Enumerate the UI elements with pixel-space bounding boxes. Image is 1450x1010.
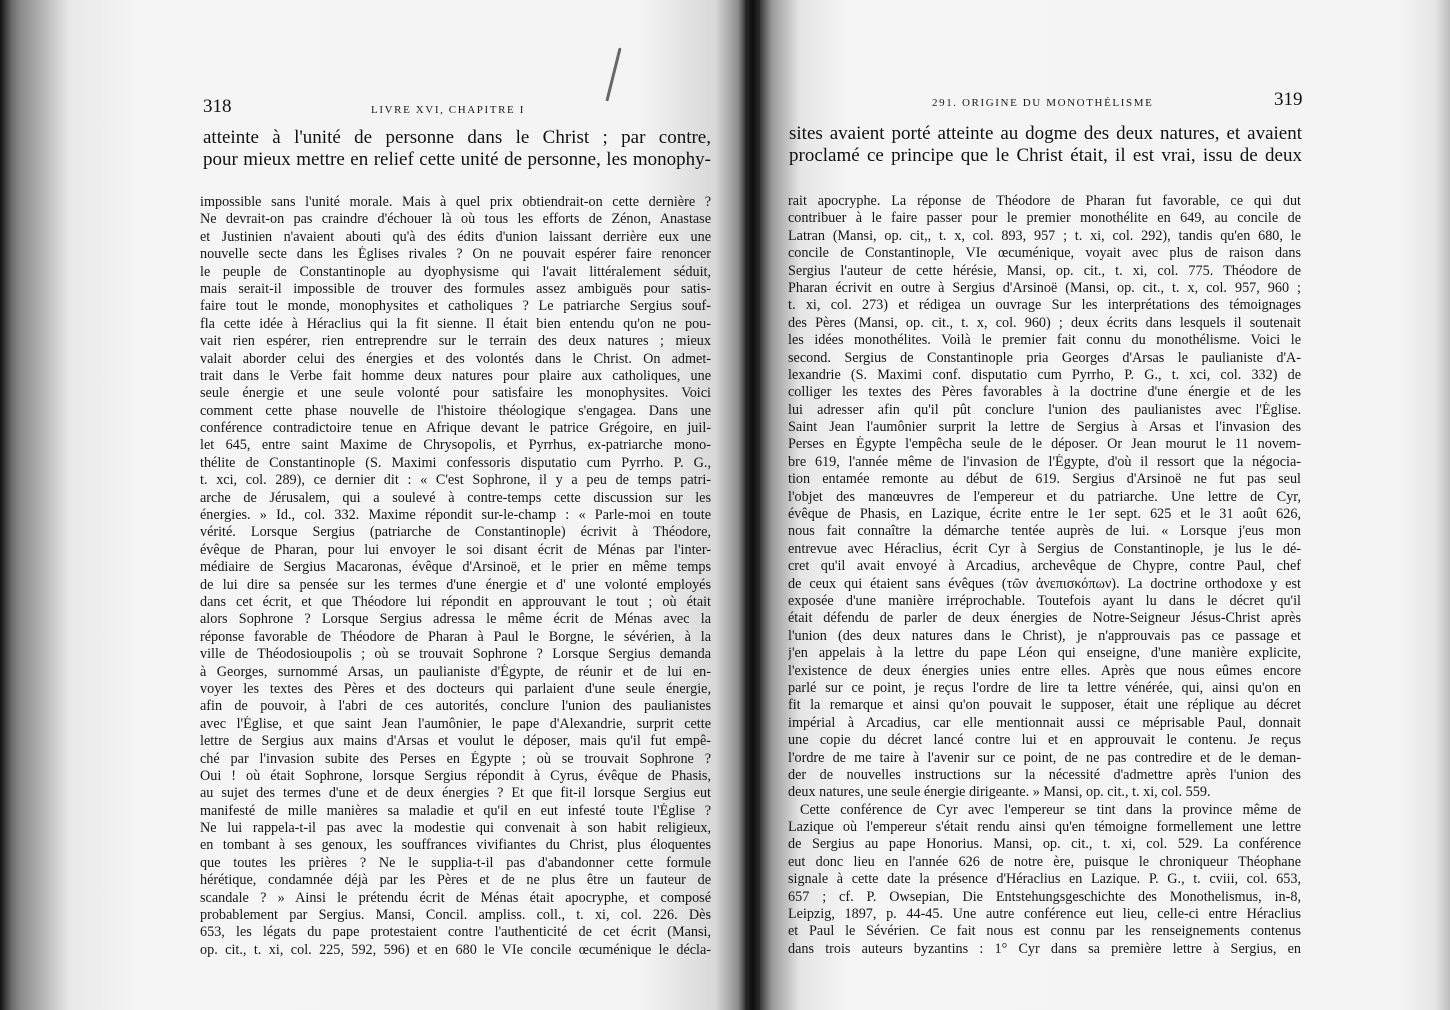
text-line: parlé sur ce point, je reçus l'ordre de lire ta lettre vénérée, qui, ainsi qu'on en (788, 679, 1301, 696)
text-line: afin de pouvoir, à l'abri de ces autorités, conclure l'union des paulianistes (200, 698, 711, 715)
text-line: l'ordre de me taire à l'avenir sur ce point, de ne pas contredire et de le deman- (788, 749, 1301, 766)
text-line: fit la remarque et ainsi qu'on pouvait le supposer, était une réplique au décret (788, 697, 1301, 714)
text-line: t. xi, col. 273) et rédigea un ouvrage Sur les interprétations des témoignages (788, 297, 1301, 314)
text-line: l'union (des deux natures dans le Christ), je n'approuvais pas ce passage et (788, 627, 1301, 644)
text-line: Pharan écrivit en outre à Sergius d'Arsinoë (Mansi, op. cit., t. x, col. 957, 960 ; (788, 279, 1301, 296)
text-line: impérial à Arcadius, car elle mentionnait aussi ce méprisable Paul, donnait (788, 714, 1301, 731)
text-line: vait rien espérer, rien entreprendre sur le terrain des deux natures ; mieux (200, 333, 711, 350)
text-line: let 645, entre saint Maxime de Chrysopolis, et Pyrrhus, ex-patriarche mono- (200, 437, 711, 454)
text-line: réponse favorable de Théodore de Pharan à Paul le Borgne, le sévérien, à la (200, 628, 711, 645)
text-line: énergies. » Id., col. 332. Maxime répondit sur-le-champ : « Parle-moi en toute (200, 507, 711, 524)
text-line: exposée d'une manière irréprochable. Toutefois ayant lu dans le décret qu'il (788, 592, 1301, 609)
book-edge (0, 0, 12, 1010)
text-line: hérétique, condamnée déjà par les Pères et de ne plus être un fauteur de (200, 872, 711, 889)
text-line: Lazique où l'empereur s'était rendu ainsi qu'en témoigne formellement une lettre (788, 819, 1301, 836)
text-line: t. xci, col. 289), ce dernier dit : « C'est Sophrone, il y a peu de temps patri- (200, 472, 711, 489)
body-text (788, 193, 1301, 958)
text-line: lexandrie (S. Maximi conf. disputatio cum Pyrrho, P. G., t. xci, col. 332) de (788, 366, 1301, 383)
text-line: que toutes les prières ? Ne le supplia-t-il pas d'abandonner cette formule (200, 854, 711, 871)
text-line: en tombant à ses genoux, les souffrances vivifiantes du Christ, plus éloquentes (200, 837, 711, 854)
right-page (760, 0, 1450, 1010)
text-line: les idées monothélites. Voilà le premier fait connu du monothélisme. Voici le (788, 332, 1301, 349)
text-line: bre 619, l'année même de l'invasion de l'Égypte, d'où il ressort que la négocia- (788, 453, 1301, 470)
text-line: à Georges, surnommé Arsas, un paulianiste d'Égypte, de réunir et de lui en- (200, 663, 711, 680)
text-line: et Paul le Sévérien. Ce fait nous est connu par les renseignements contenus (788, 923, 1301, 940)
book-gutter (745, 0, 760, 1010)
running-head: 291. ORIGINE DU MONOTHÉLISME (932, 97, 1154, 109)
text-line: Sergius l'auteur de cette hérésie, Mansi, op. cit., t. xi, col. 775. Théodore de (788, 262, 1301, 279)
lead-paragraph (203, 127, 711, 171)
lead-line: proclamé ce principe que le Christ était, il est vrai, issu de deux (789, 145, 1302, 166)
text-line: op. cit., t. xi, col. 225, 592, 596) et en 680 le VIe concile œcuménique le décla- (200, 941, 711, 958)
text-line: lettre de Sergius aux mains d'Arsas et voulut le déposer, mais qu'il fut empê- (200, 733, 711, 750)
page-number: 319 (1274, 89, 1303, 110)
text-line: arche de Jérusalem, qui a soulevé à contre-temps cette discussion sur les (200, 489, 711, 506)
text-line: des Pères (Mansi, op. cit., t. x, col. 960) ; deux écrits dans lesquels il soutenait (788, 314, 1301, 331)
text-line: deux natures, une seule énergie dirigeante. » Mansi, op. cit., t. xi, col. 559. (788, 784, 1211, 801)
text-line: scandale ? » Ainsi le prétendu écrit de Ménas était apocryphe, et composé (200, 889, 711, 906)
text-line: comment cette phase nouvelle de l'histoire théologique s'engagea. Dans une (200, 402, 711, 419)
text-line: signale à cette date la présence d'Héraclius en Lazique. P. G., t. cviii, col. 653, (788, 871, 1301, 888)
text-line: voyer les textes des Pères et des docteurs qui parlaient d'une seule énergie, (200, 680, 711, 697)
text-line: concile de Constantinople, VIe œcuménique, voyait avec plus de raison dans (788, 245, 1301, 262)
text-line: Ne lui rappela-t-il pas avec la modestie qui convenait à son habit religieux, (200, 820, 711, 837)
text-line: 653, les légats du pape protestaient contre l'authenticité de cet écrit (Mansi, (200, 924, 711, 941)
text-line: médiaire de Sergius Macaronas, évêque d'Arsinoë, et le prier en même temps (200, 559, 711, 576)
text-line: de lui dire sa pensée sur les termes d'une énergie et d' une volonté employés (200, 576, 711, 593)
text-line: le peuple de Constantinople au dyophysisme qui l'avait littéralement séduit, (200, 263, 711, 280)
text-line: alors Sophrone ? Lorsque Sergius adressa le même écrit de Ménas avec la (200, 611, 711, 628)
text-line: l'existence de deux énergies unies entre elles. Après que nous eûmes encore (788, 662, 1301, 679)
text-line: valait aborder celui des énergies et des volontés dans le Christ. On admet- (200, 350, 711, 367)
text-line: dans trois auteurs byzantins : 1° Cyr dans sa première lettre à Sergius, en (788, 940, 1301, 957)
text-line: de Sergius au pape Honorius. Mansi, op. cit., t. xi, col. 529. La conférence (788, 836, 1301, 853)
text-line: rait apocryphe. La réponse de Théodore de Pharan fut favorable, ce qui dut (788, 193, 1301, 209)
lead-paragraph (789, 123, 1302, 167)
lead-line: sites avaient porté atteinte au dogme des deux natures, et avaient (789, 123, 1302, 144)
text-line: nous fait connaître la démarche tentée auprès de lui. « Lorsque j'eus mon (788, 523, 1301, 540)
text-line: tion entamée remonte au début de 619. Sergius d'Arsinoë ne fut pas seul (788, 471, 1301, 488)
text-line: dans cet écrit, et que Théodore lui répondit en approuvant le tout ; où était (200, 593, 711, 610)
pen-mark (605, 47, 621, 101)
text-line: entrevue avec Héraclius, écrit Cyr à Sergius de Constantinople, je lus le dé- (788, 540, 1301, 557)
text-line: mais serait-il impossible de trouver des formules assez ambiguës pour satis- (200, 280, 711, 297)
text-line: impossible sans l'unité morale. Mais à quel prix obtiendrait-on cette dernière ? (200, 194, 711, 210)
text-line: trait dans le Verbe fait homme deux natures pour plaire aux catholiques, une (200, 367, 711, 384)
text-line: Leipzig, 1897, p. 44-45. Une autre conférence eut lieu, celle-ci entre Héraclius (788, 906, 1301, 923)
text-line: thélite de Constantinople (S. Maximi confessoris disputatio cum Pyrrho. P. G., (200, 454, 711, 471)
text-line: Ne devrait-on pas craindre d'échouer là où tous les efforts de Zénon, Anastase (200, 211, 711, 228)
text-line: 657 ; cf. P. Owsepian, Die Entstehungsgeschichte des Monothelismus, in-8, (788, 888, 1301, 905)
text-line: cret qu'il avait envoyé à Arcadius, archevêque de Chypre, contre Paul, chef (788, 558, 1301, 575)
lead-line: pour mieux mettre en relief cette unité de personne, les monophy- (203, 149, 711, 170)
text-line: seule énergie et une seule volonté pour satisfaire les monophysites. Voici (200, 385, 711, 402)
text-line: contribuer à le faire passer pour le premier monothélite en 649, au concile de (788, 210, 1301, 227)
text-line: l'objet des manœuvres de l'empereur et du patriarche. Une lettre de Cyr, (788, 488, 1301, 505)
text-line: probablement par Sergius. Mansi, Concil. ampliss. coll., t. xi, col. 226. Dès (200, 907, 711, 924)
text-line: Cette conférence de Cyr avec l'empereur se tint dans la province même de (800, 801, 1301, 818)
body-text (200, 194, 711, 959)
text-line: évêque de Phasis, en Lazique, écrite entre le 1er sept. 625 et le 31 août 626, (788, 506, 1301, 523)
lead-line: atteinte à l'unité de personne dans le Christ ; par contre, (203, 127, 711, 148)
text-line: de ceux qui étaient sans évêques (τῶν ἀνεπισκόπων). La doctrine orthodoxe y est (788, 575, 1301, 592)
text-line: Oui ! où était Sophrone, lorsque Sergius répondit à Cyrus, évêque de Phasis, (200, 767, 711, 784)
text-line: évêque de Pharan, pour lui envoyer le soi disant écrit de Ménas par l'inter- (200, 541, 711, 558)
text-line: second. Sergius de Constantinople pria Georges d'Arsas le paulianiste d'A- (788, 349, 1301, 366)
text-line: Perses en Égypte l'empêcha seule de le déposer. Or Jean mourut le 11 novem- (788, 436, 1301, 453)
text-line: fla cette idée à Héraclius qui la fit sienne. Il était bien entendu qu'on ne pou- (200, 315, 711, 332)
text-line: était défendu de parler de deux énergies de Notre-Seigneur Jésus-Christ après (788, 610, 1301, 627)
text-line: faire tout le monde, monophysites et catholiques ? Le patriarche Sergius souf- (200, 298, 711, 315)
text-line: conférence contradictoire tenue en Afrique devant le patrice Grégoire, en juil- (200, 420, 711, 437)
running-head: LIVRE XVI, CHAPITRE I (371, 104, 525, 116)
text-line: ché par l'invasion subite des Perses en Égypte ; où se trouvait Sophrone ? (200, 750, 711, 767)
text-line: Latran (Mansi, op. cit,, t. x, col. 893, 957 ; t. xi, col. 292), tandis qu'en 680, le (788, 227, 1301, 244)
text-line: une copie du décret lancé contre lui et en approuvait le contenu. Je reçus (788, 732, 1301, 749)
text-line: manifesté de mille manières sa maladie et qu'il en eut infesté toute l'Église ? (200, 802, 711, 819)
page-number: 318 (203, 96, 232, 117)
text-line: j'en appelais à la lettre du pape Léon qui enseigne, d'une manière explicite, (788, 645, 1301, 662)
text-line: der de nouvelles instructions sur la nécessité d'admettre après l'union des (788, 766, 1301, 783)
text-line: au sujet des termes d'une et de deux énergies ? Et que fit-il lorsque Sergius eut (200, 785, 711, 802)
text-line: Saint Jean l'aumônier surprit la lettre de Sergius à Arsas et l'invasion des (788, 419, 1301, 436)
text-line: lui adresser afin qu'il pût conclure l'union des paulianistes avec l'Église. (788, 401, 1301, 418)
text-line: et Justinien n'avaient abouti qu'à des édits d'union laissant derrière eux une (200, 228, 711, 245)
text-line: eut donc lieu en l'année 626 de notre ère, puisque le chroniqueur Théophane (788, 853, 1301, 870)
text-line: avec l'Église, et que saint Jean l'aumônier, le pape d'Alexandrie, surprit cette (200, 715, 711, 732)
text-line: colliger les textes des Pères favorables à la doctrine d'une énergie et de les (788, 384, 1301, 401)
text-line: nouvelle secte dans les Églises rivales ? On ne pouvait espérer faire renoncer (200, 246, 711, 263)
text-line: ville de Théodosioupolis ; où se trouvait Sophrone ? Lorsque Sergius demanda (200, 646, 711, 663)
text-line: vérité. Lorsque Sergius (patriarche de Constantinople) écrivit à Théodore, (200, 524, 711, 541)
